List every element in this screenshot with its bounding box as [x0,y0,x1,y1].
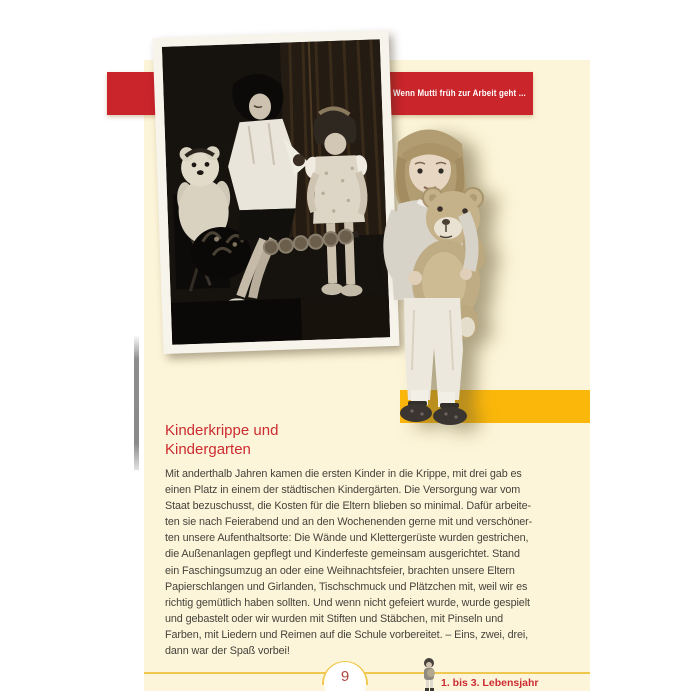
body-text-line: ten sie nach Feierabend und an den Wochenenden gerne mit und verschöner- [165,516,533,529]
body-text-line: ein Faschingsumzug an oder eine Weihnachtsfeier, brachten unsere Eltern [165,564,515,577]
spine-shadow-line [134,335,139,470]
page-number: 9 [340,668,350,685]
footer-child-figure-icon [421,657,438,693]
body-text-line: einen Platz in einem der städtischen Kindergärten. Die Versorgung war vom [165,484,521,497]
chapter-banner-text: Wenn Mutti früh zur Arbeit geht ... [393,88,526,98]
body-text-line: Mit anderthalb Jahren kamen die ersten Kinder in die Krippe, mit drei gab es [165,468,522,480]
historic-photo [153,30,400,354]
body-text-line: richtig gemütlich haben sollten. Und wenn nicht gefeiert wurde, wurde gespielt [165,596,530,609]
girl-with-teddy-photo [368,110,498,432]
body-text [165,466,565,659]
girl-with-teddy-illustration [368,110,498,432]
body-text-line: die Außenanlagen gepflegt und Kinderfeste gemeinsam ausgerichtet. Stand [165,548,520,561]
section-heading [165,421,278,459]
body-text-line: ten unsere Aufenthaltsorte: Die Wände und Klettergerüste wurden gestrichen, [165,532,529,545]
body-text-line: Staat bezuschusst, die Kosten für die Eltern blieben so minimal. Dafür arbeite- [165,500,531,513]
body-text-line: dann war der Spaß vorbei! [165,645,290,658]
section-heading-line2: Kindergarten [165,441,251,458]
body-text-line: Farben, mit Liedern und Reimen auf die Schule vorbereitet. – Eins, zwei, drei, [165,628,529,641]
footer-rule [144,672,590,674]
historic-photo-illustration [162,39,390,344]
footer-section-label: 1. bis 3. Lebensjahr [441,677,539,689]
section-heading-line1: Kinderkrippe und [165,422,279,439]
body-text-line: und gebastelt oder wir wurden mit Stiften und Stäbchen, mit Pinseln und [165,612,504,625]
body-text-line: Papierschlangen und Girlanden, Tischschmuck und Plätzchen mit, weil wir es [165,580,528,593]
